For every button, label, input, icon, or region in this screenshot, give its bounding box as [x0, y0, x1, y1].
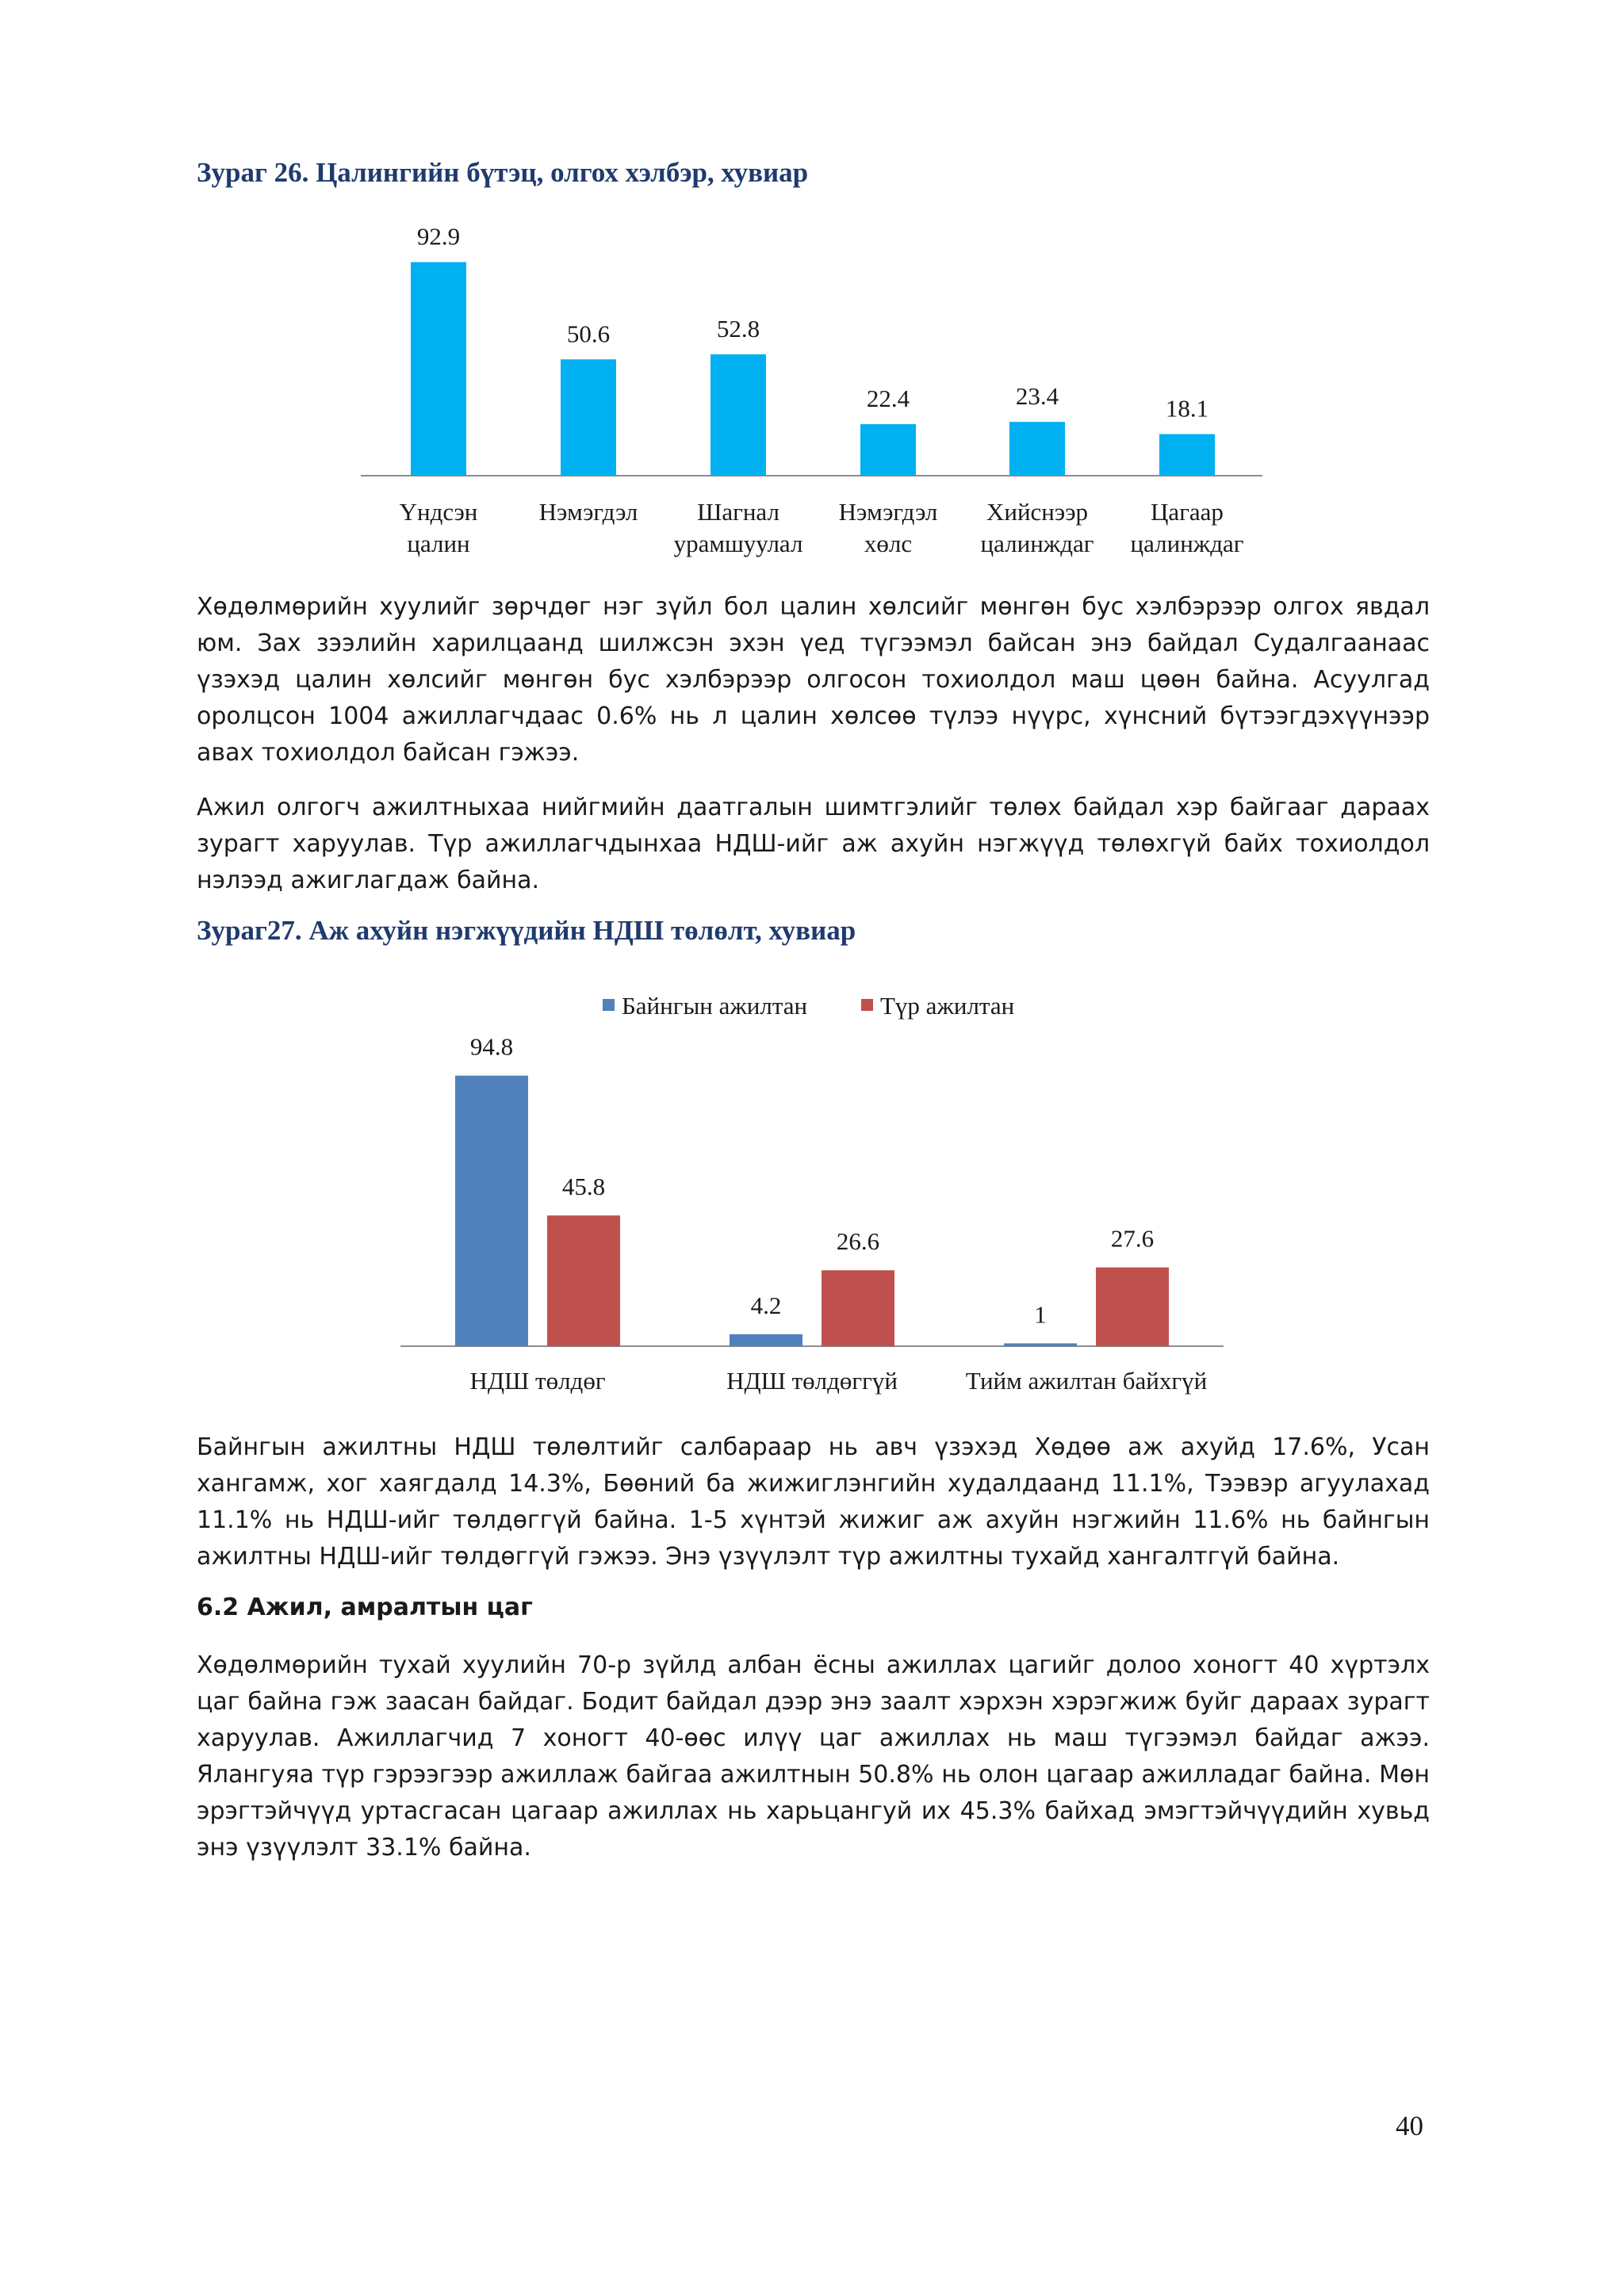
- legend-swatch: [861, 999, 873, 1011]
- paragraph-wage-nonmonetary: Хөдөлмөрийн хуулийг зөрчдөг нэг зүйл бол цалин хөлсийг мөнгөн бус хэлбэрээр олгох явдал юм. Зах зээлийн харилцаанд шилжсэн эхэн үед түгээмэл байсан энэ байдал Судалгаанаас үзэхэд цалин хөлсийг мөнгөн бус хэлбэрээр олгосон тохиолдол маш цөөн байна. Асуулгад оролцсон 1004 ажиллагчдаас 0.6% нь л цалин хөлсөө түлээ нүүрс, хүнсний бүтээгдэхүүнээр авах тохиолдол байсан гэжээ.: [197, 593, 1430, 767]
- section-heading-work-rest-time: 6.2 Ажил, амралтын цаг: [197, 1594, 533, 1621]
- category-label: Нэмэгдэл: [838, 498, 938, 526]
- data-label: 4.2: [750, 1291, 782, 1319]
- data-label: 45.8: [561, 1173, 606, 1201]
- category-label: урамшуулал: [673, 530, 803, 557]
- category-label: Цагаар: [1151, 498, 1224, 526]
- data-label: 1: [1034, 1300, 1047, 1329]
- category-label: цалин: [407, 530, 470, 557]
- data-label: 94.8: [469, 1032, 514, 1061]
- category-label: НДШ төлдөг: [469, 1367, 606, 1395]
- paragraph-social-insurance-intro: Ажил олгогч ажилтныхаа нийгмийн даатгалын шимтгэлийг төлөх байдал хэр байгааг дараах зурагт харуулав. Түр ажиллагчдынхаа НДШ-ийг аж ахуйн нэгжүүд төлөхгүй байх тохиолдол нэлээд ажиглагдаж байна.: [197, 794, 1430, 894]
- data-label: 52.8: [716, 314, 760, 342]
- bar: [1159, 434, 1215, 476]
- data-label: 23.4: [1015, 382, 1059, 411]
- paragraph-working-hours: Хөдөлмөрийн тухай хуулийн 70-р зүйлд албан ёсны ажиллах цагийг долоо хоногт 40 хүртэлх цаг байна гэж заасан байдаг. Бодит байдал дээр энэ заалт хэрхэн хэрэгжиж буйг дараах зурагт харуулав. Ажиллагчид 7 хоногт 40-өөс илүү цаг ажиллах нь маш түгээмэл байдаг ажээ. Ялангуяа түр гэрээгээр ажиллаж байгаа ажилтнын 50.8% нь олон цагаар ажилладаг байна. Мөн эрэгтэйчүүд уртасгасан цагаар ажиллах нь харьцангуй их 45.3% байхад эмэгтэйчүүдийн хувьд энэ үзүүлэлт 33.1% байна.: [197, 1651, 1430, 1862]
- data-label: 50.6: [566, 320, 611, 348]
- bar: [822, 1270, 894, 1346]
- category-label: Нэмэгдэл: [538, 498, 638, 526]
- bar: [860, 424, 916, 476]
- bar: [1009, 422, 1065, 476]
- category-label: цалинждаг: [1130, 530, 1244, 557]
- bar: [730, 1334, 802, 1346]
- bar: [710, 354, 766, 476]
- category-label: цалинждаг: [980, 530, 1094, 557]
- bar: [547, 1215, 620, 1346]
- figure-27-title: Зураг27. Аж ахуйн нэгжүүдийн НДШ төлөлт, хувиар: [197, 915, 856, 946]
- page-number: 40: [1396, 2110, 1423, 2141]
- category-label: Шагнал: [697, 498, 779, 526]
- bar: [411, 262, 466, 476]
- data-label: 27.6: [1110, 1224, 1155, 1253]
- data-label: 18.1: [1165, 394, 1209, 423]
- category-label: Хийснээр: [986, 498, 1089, 526]
- category-label: Тийм ажилтан байхгүй: [965, 1367, 1208, 1395]
- figure-26-title: Зураг 26. Цалингийн бүтэц, олгох хэлбэр, хувиар: [197, 157, 809, 188]
- category-label: НДШ төлдөггүй: [726, 1367, 898, 1395]
- category-label: Үндсэн: [399, 498, 478, 526]
- data-label: 92.9: [416, 222, 461, 251]
- data-label: 26.6: [836, 1227, 880, 1256]
- category-label: хөлс: [864, 530, 913, 557]
- legend-label: Түр ажилтан: [880, 992, 1015, 1020]
- legend-label: Байнгын ажилтан: [622, 992, 808, 1020]
- bar: [1096, 1268, 1169, 1346]
- bar: [561, 359, 616, 476]
- paragraph-insurance-by-sector: Байнгын ажилтны НДШ төлөлтийг салбараар нь авч үзэхэд Хөдөө аж ахуйд 17.6%, Усан хангамж, хог хаягдалд 14.3%, Бөөний ба жижиглэнгийн худалдаанд 11.1%, Тээвэр агуулахад 11.1% нь НДШ-ийг төлдөггүй байна. 1-5 хүнтэй жижиг аж ахуйн нэгжийн 11.6% нь байнгын ажилтны НДШ-ийг төлдөггүй гэжээ. Энэ үзүүлэлт түр ажилтны тухайд хангалтгүй байна.: [197, 1433, 1430, 1571]
- bar: [1004, 1343, 1077, 1346]
- legend-swatch: [603, 999, 615, 1011]
- data-label: 22.4: [866, 385, 910, 413]
- bar: [455, 1076, 528, 1346]
